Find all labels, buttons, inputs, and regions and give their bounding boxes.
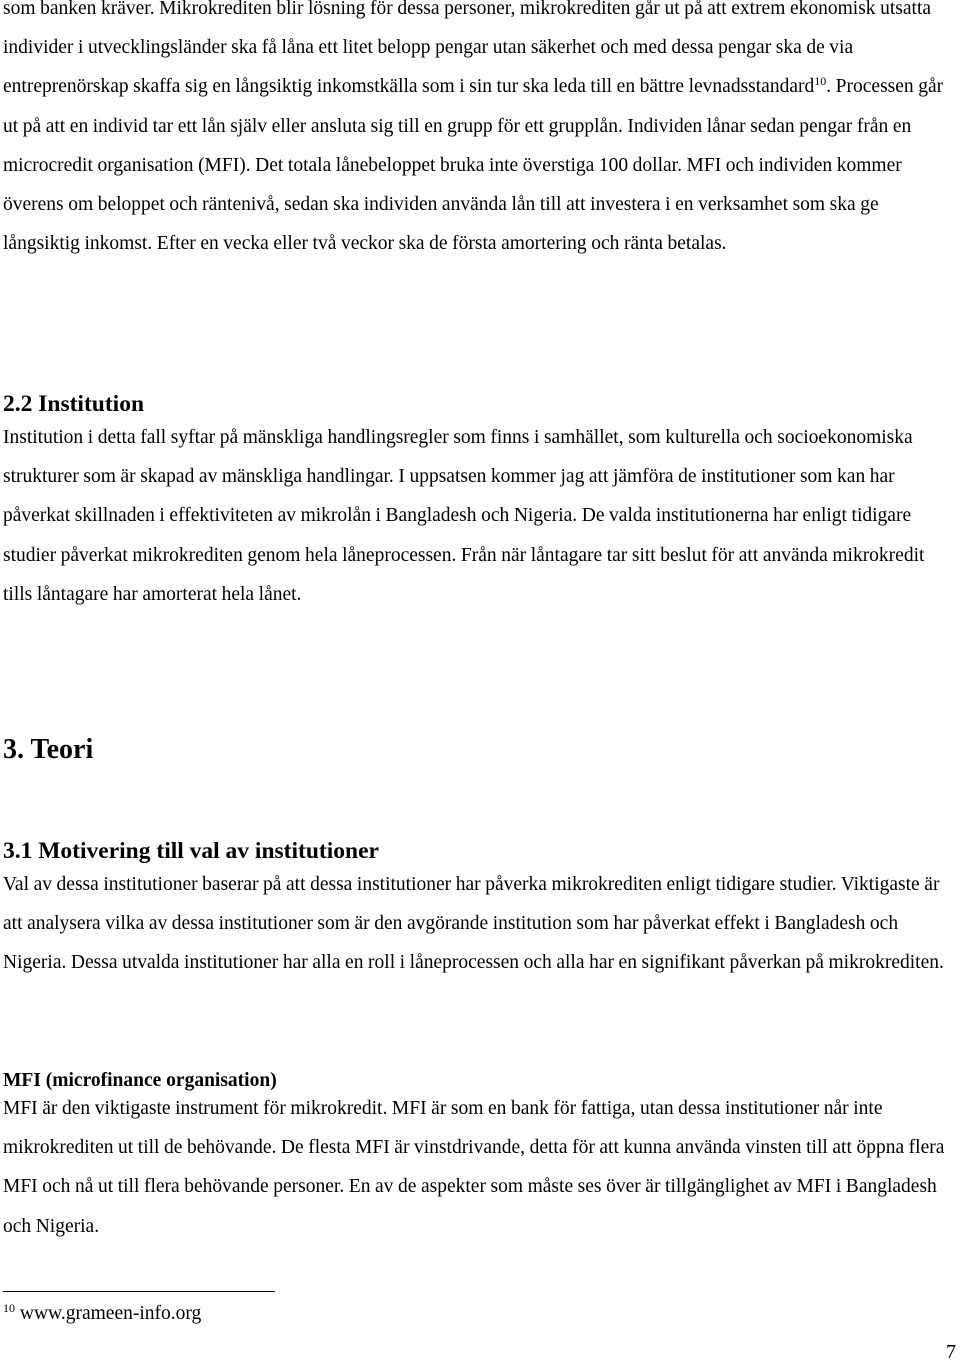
section-2-2-body: Institution i detta fall syftar på mänskliga handlingsregler som finns i samhället, som kulturella och socioekonomiska strukturer som är skapad av mänskliga handlingar. I uppsatsen kommer jag att jämföra de institutioner som kan har påverkat skillnaden i effektiviteten av mikrolån i Bangladesh och Nigeria. De valda institutionerna har enligt tidigare studier påverkat mikrokrediten genom hela låneprocessen. Från när låntagare tar sitt beslut för att använda mikrokredit tills låntagare har amorterat hela lånet. (3, 427, 925, 605)
footnote (3, 1300, 201, 1328)
intro-text-part-2: . Processen går ut på att en individ tar ett lån själv eller ansluta sig till en grupp för ett grupplån. Individen lånar sedan pengar från en microcredit organisation (MFI). Det totala lånebeloppet bruka inte överstiga 100 dollar. MFI och individen kommer överens om beloppet och räntenivå, sedan ska individen använda lån till att investera i en verksamhet som ska ge långsiktig inkomst. Efter en vecka eller två veckor ska de första amortering och ränta betalas. (3, 76, 944, 255)
footnote-reference: 10 (814, 74, 827, 89)
section-3-1-body: Val av dessa institutioner baserar på att dessa institutioner har påverka mikrokrediten enligt tidigare studier. Viktigaste är att analysera vilka av dessa institutioner som är den avgörande institution som har påverkat effekt i Bangladesh och Nigeria. Dessa utvalda institutioner har alla en roll i låneprocessen och alla har en signifikant påverkan på mikrokrediten. (3, 874, 944, 974)
intro-paragraph (3, 0, 955, 263)
page-number: 7 (946, 1341, 956, 1363)
mfi-body: MFI är den viktigaste instrument för mikrokredit. MFI är som en bank för fattiga, utan dessa institutioner når inte mikrokrediten ut till de behövande. De flesta MFI är vinstdrivande, detta för att kunna använda vinsten till att öppna flera MFI och nå ut till flera behövande personer. En av de aspekter som måste ses över är tillgänglighet av MFI i Bangladesh och Nigeria. (3, 1098, 945, 1237)
footnote-text: www.grameen-info.org (15, 1303, 202, 1324)
section-heading-3-1: 3.1 Motivering till val av institutioner (3, 838, 379, 864)
footnote-number: 10 (3, 1301, 15, 1315)
mfi-heading: MFI (microfinance organisation) (3, 1070, 277, 1091)
footnote-separator (3, 1291, 275, 1292)
section-heading-3: 3. Teori (3, 734, 94, 765)
section-heading-2-2: 2.2 Institution (3, 391, 145, 417)
intro-text-part-1: som banken kräver. Mikrokrediten blir lösning för dessa personer, mikrokrediten går ut på att extrem ekonomisk utsatta individer i utvecklingsländer ska få låna ett litet belopp pengar utan säkerhet och med dessa pengar ska de via entreprenörskap skaffa sig en långsiktig inkomstkälla som i sin tur ska leda till en bättre levnadsstandard (3, 0, 932, 98)
